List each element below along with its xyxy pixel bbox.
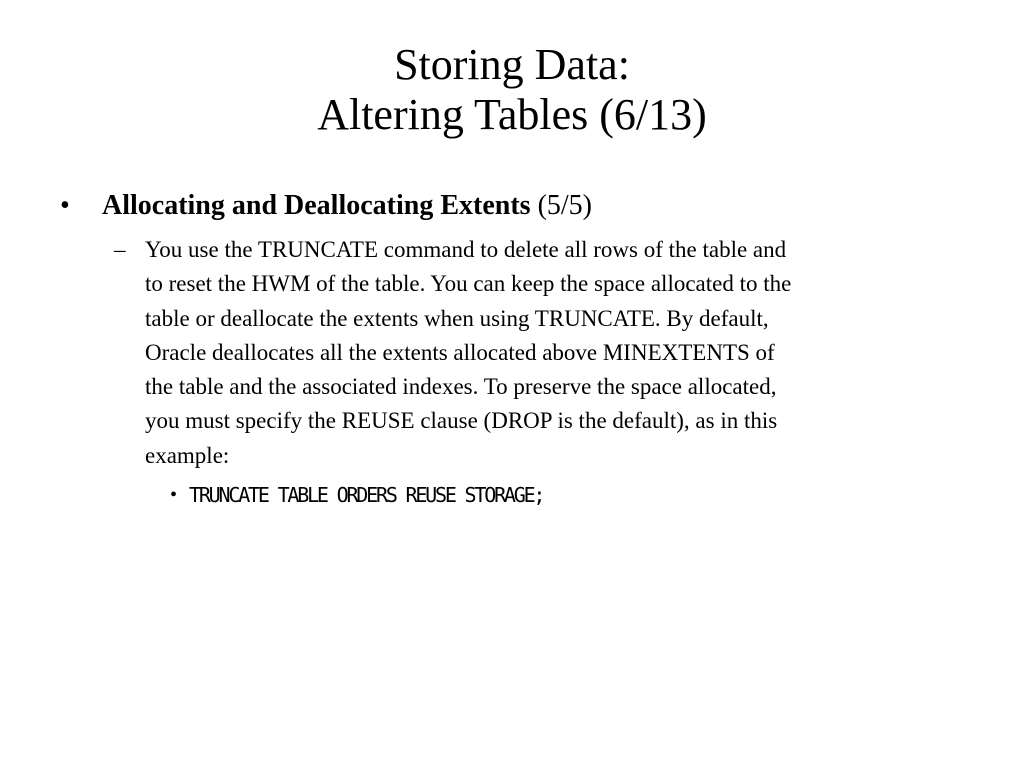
code-bullet-marker: • (170, 484, 178, 506)
bullet-heading-suffix: (5/5) (530, 190, 592, 221)
bullet-marker: • (60, 190, 70, 221)
sub-bullet-line: example: (145, 442, 230, 468)
bullet-heading (102, 186, 592, 226)
sub-bullet-line: table or deallocate the extents when using TRUNCATE. By default, (145, 305, 769, 331)
dash-marker: – (114, 237, 126, 262)
sub-bullet-line: to reset the HWM of the table. You can keep the space allocated to the (145, 271, 792, 297)
sub-bullet-line: You use the TRUNCATE command to delete all rows of the table and (145, 237, 787, 262)
sub-bullet-line: the table and the associated indexes. To preserve the space allocated, (145, 374, 777, 400)
bullet-heading-bold: Allocating and Deallocating Extents (102, 190, 531, 221)
slide-title-line-1: Storing Data: (394, 40, 630, 89)
sub-bullet-line: Oracle deallocates all the extents allocated above MINEXTENTS of (145, 339, 775, 365)
slide-title-line-2: Altering Tables (6/13) (317, 90, 707, 139)
sub-bullet-line: you must specify the REUSE clause (DROP is the default), as in this (145, 408, 778, 434)
sub-bullet-text (145, 233, 964, 473)
code-example: TRUNCATE TABLE ORDERS REUSE STORAGE; (189, 483, 544, 507)
slide-title (0, 40, 1024, 140)
